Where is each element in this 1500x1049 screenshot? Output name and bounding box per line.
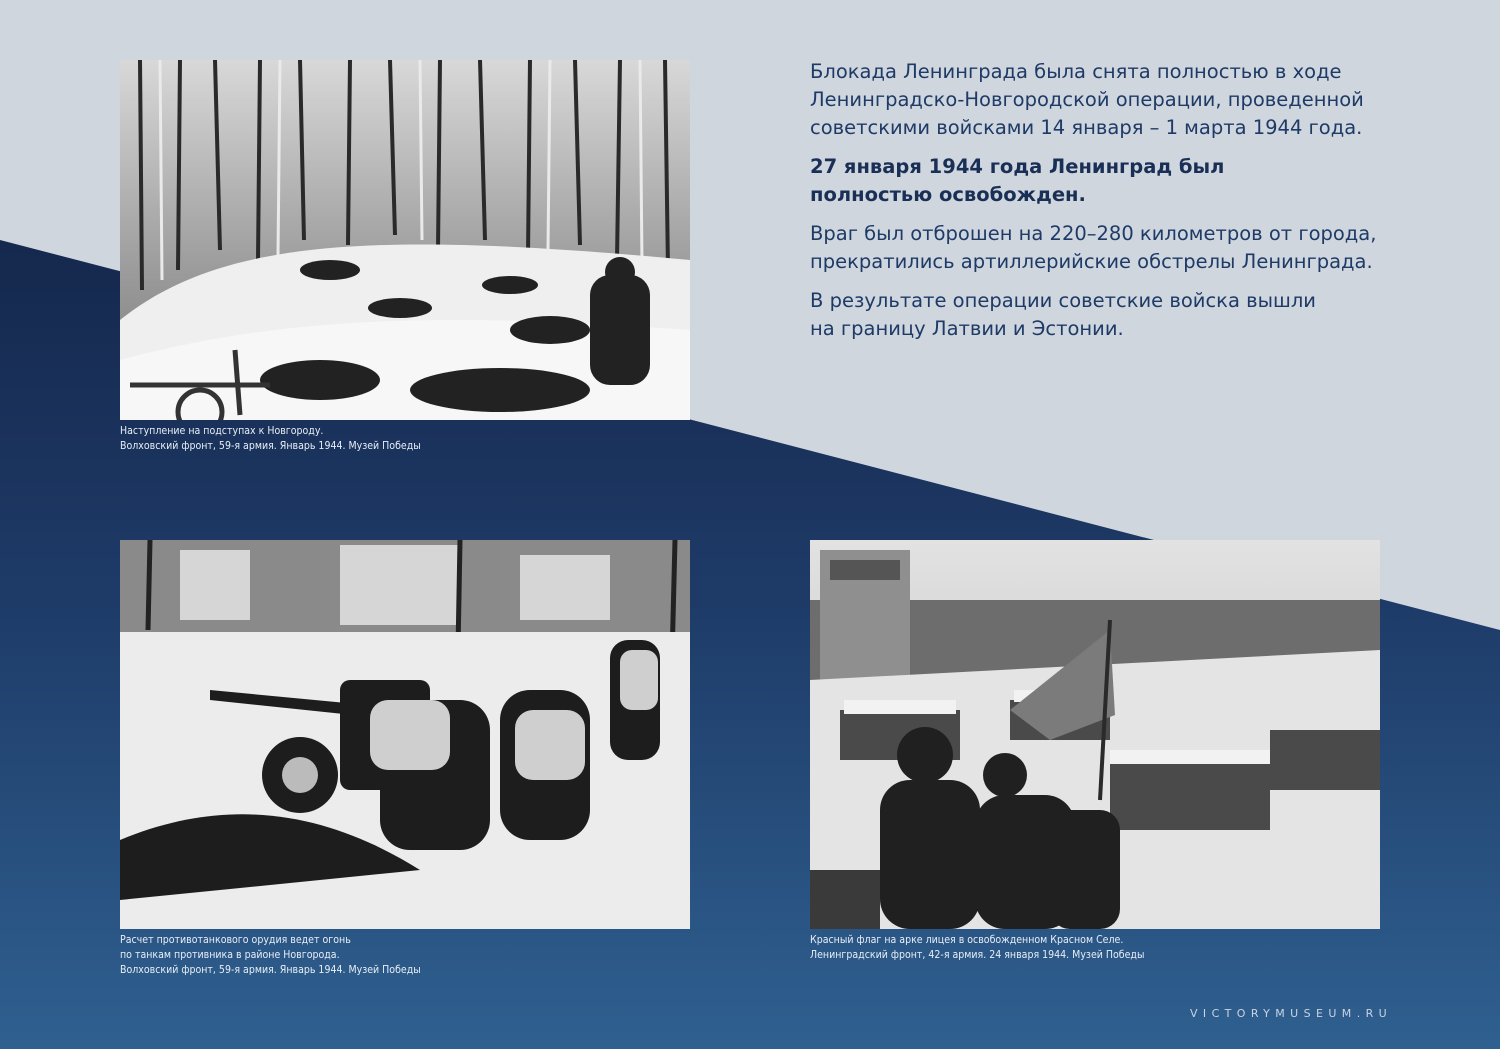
paragraph-border-reached: В результате операции советские войска вышли на границу Латвии и Эстонии. [810, 289, 1316, 340]
caption-photo-2: Расчет противотанкового орудия ведет огонь по танкам противника в районе Новгорода. Волховский фронт, 59-я армия. Январь 1944. Музей Победы [120, 934, 421, 976]
photo-soldiers-in-snow-forest [120, 60, 690, 420]
caption-photo-3: Красный флаг на арке лицея в освобожденном Красном Селе. Ленинградский фронт, 42-я армия. 24 января 1944. Музей Победы [810, 934, 1145, 961]
paragraph-enemy-pushed-back: Враг был отброшен на 220–280 километров от города, прекратились артиллерийские обстрелы Ленинграда. [810, 222, 1377, 273]
caption-photo-1: Наступление на подступах к Новгороду. Волховский фронт, 59-я армия. Январь 1944. Музей Победы [120, 425, 421, 452]
main-text [810, 58, 1410, 354]
paragraph-liberation-date: 27 января 1944 года Ленинград был полностью освобожден. [810, 155, 1225, 206]
photo-red-flag-krasnoe-selo [810, 540, 1380, 929]
site-url[interactable]: VICTORYMUSEUM.RU [1190, 1007, 1393, 1020]
photo-anti-tank-gun-crew [120, 540, 690, 929]
paragraph-blockade-lifted: Блокада Ленинграда была снята полностью в ходе Ленинградско-Новгородской операции, проведенной советскими войсками 14 января – 1 марта 1944 года. [810, 60, 1364, 139]
